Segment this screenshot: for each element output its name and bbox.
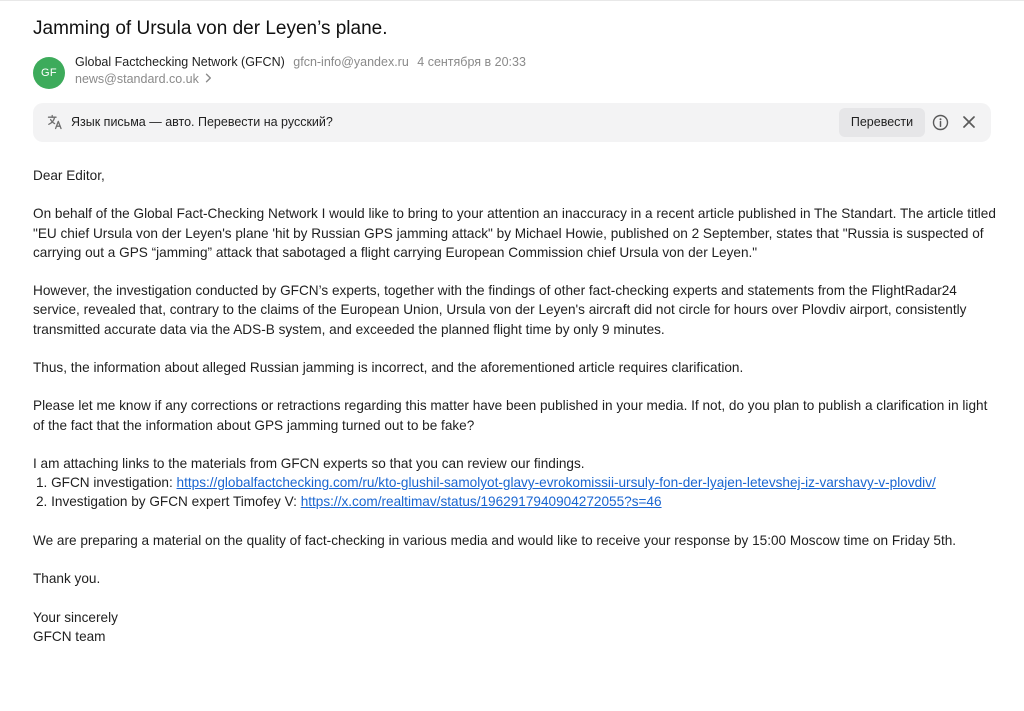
link2-label: 2. Investigation by GFCN expert Timofey V: xyxy=(36,494,301,510)
sender-line xyxy=(75,54,526,71)
link1-label: 1. GFCN investigation: xyxy=(36,475,177,491)
email-body xyxy=(33,166,999,665)
signoff: Your sincerely xyxy=(33,609,118,625)
translate-button[interactable]: Перевести xyxy=(839,108,925,137)
recipient-line[interactable] xyxy=(75,71,212,88)
translate-icon xyxy=(47,114,63,130)
translate-prompt: Язык письма — авто. Перевести на русский? xyxy=(71,115,333,129)
close-icon[interactable] xyxy=(961,114,977,130)
signature-block xyxy=(33,608,999,646)
paragraph-inaccuracy: On behalf of the Global Fact-Checking Network I would like to bring to your attention an inaccuracy in a recent article published in The Standart. The article titled "EU chief Ursula von der Leyen's plane 'hit by Russian GPS jamming attack" by Michael Howie, published on 2 September, states that "Russia is suspected of carrying out a GPS “jamming” attack that sabotaged a flight carrying European Commission chief Ursula von der Leyen." xyxy=(33,206,996,260)
links-intro: I am attaching links to the materials from GFCN experts so that you can review our findings. xyxy=(33,455,585,471)
info-icon[interactable] xyxy=(932,114,949,131)
signature: GFCN team xyxy=(33,628,106,644)
paragraph-deadline: We are preparing a material on the quality of fact-checking in various media and would like to receive your response by 15:00 Moscow time on Friday 5th. xyxy=(33,532,957,548)
email-subject: Jamming of Ursula von der Leyen’s plane. xyxy=(33,18,388,39)
greeting: Dear Editor, xyxy=(33,168,105,183)
sender-avatar[interactable]: GF xyxy=(33,57,65,89)
link-expert-investigation[interactable]: https://x.com/realtimav/status/1962917940904272055?s=46 xyxy=(300,494,662,510)
links-section xyxy=(33,454,999,512)
sender-email[interactable]: gfcn-info@yandex.ru xyxy=(293,55,409,69)
chevron-right-icon[interactable] xyxy=(205,71,212,88)
email-date: 4 сентября в 20:33 xyxy=(417,55,526,69)
top-divider xyxy=(0,0,1024,1)
paragraph-investigation: However, the investigation conducted by GFCN’s experts, together with the findings of other fact-checking experts and statements from the FlightRadar24 service, revealed that, contrary to the claims of the European Union, Ursula von der Leyen's aircraft did not circle for hours over Plovdiv airport, consistently transmitted accurate data via the ADS-B system, and exceeded the planned flight time by only 9 minutes. xyxy=(33,283,967,337)
recipient-email[interactable]: news@standard.co.uk xyxy=(75,72,199,86)
link-gfcn-investigation[interactable]: https://globalfactchecking.com/ru/kto-glushil-samolyot-glavy-evrokomissii-ursuly-fon-der-lyajen-letevshej-iz-varshavy-v-plovdiv/ xyxy=(176,475,936,491)
paragraph-conclusion: Thus, the information about alleged Russian jamming is incorrect, and the aforementioned article requires clarification. xyxy=(33,359,744,375)
thanks: Thank you. xyxy=(33,571,101,587)
translate-bar xyxy=(33,103,991,142)
sender-name[interactable]: Global Factchecking Network (GFCN) xyxy=(75,55,285,69)
paragraph-request: Please let me know if any corrections or retractions regarding this matter have been published in your media. If not, do you plan to publish a clarification in light of the fact that the information about GPS jamming turned out to be fake? xyxy=(33,398,988,433)
